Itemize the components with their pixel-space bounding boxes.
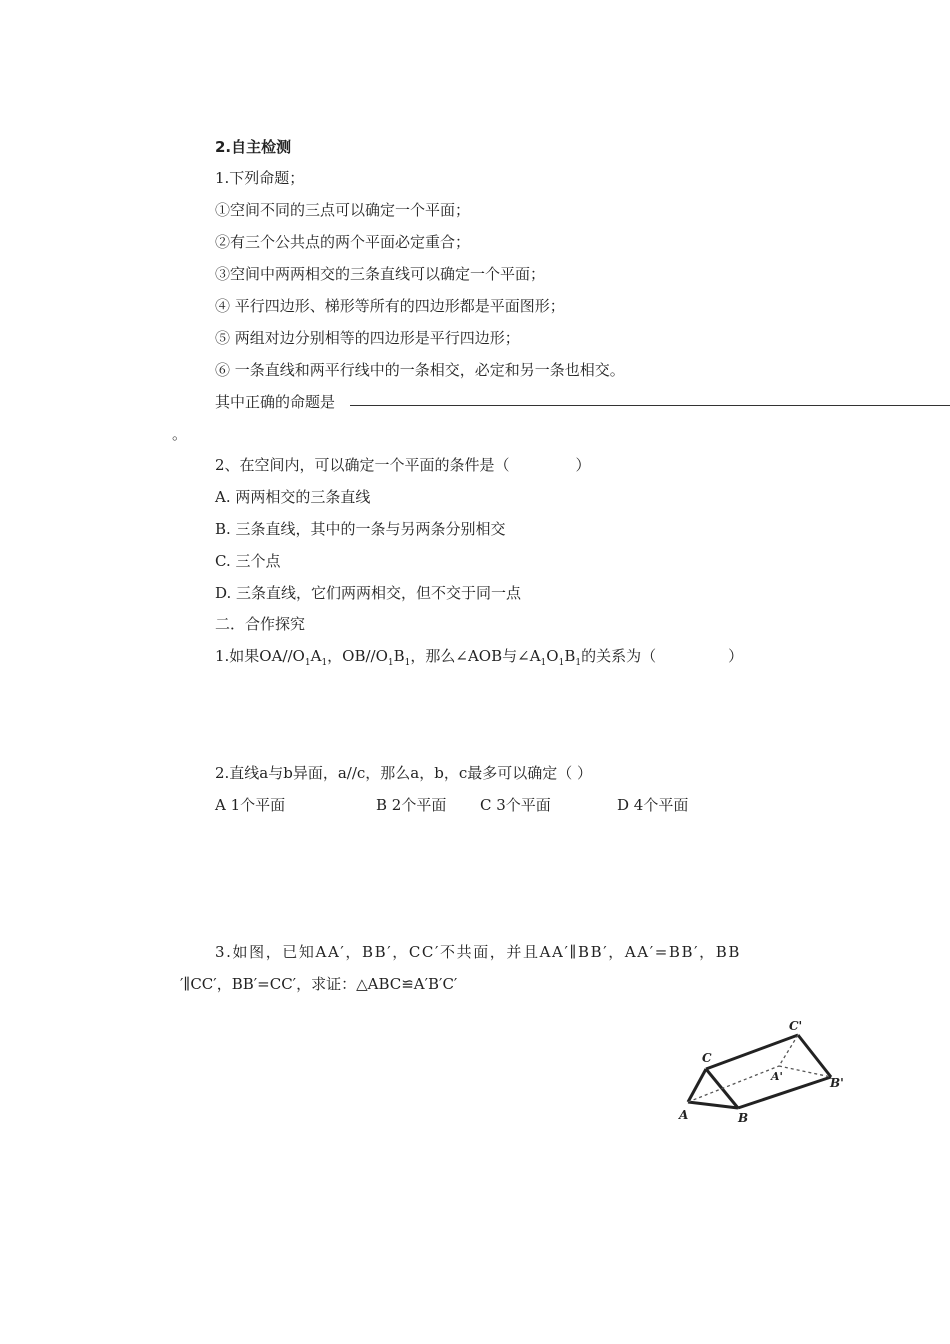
edge-ca bbox=[688, 1069, 706, 1102]
prism-solid-edges bbox=[688, 1035, 831, 1108]
p1-s5: 1 bbox=[540, 658, 547, 668]
prism-figure bbox=[676, 1015, 846, 1125]
q1-item-2: ②有三个公共点的两个平面必定重合； bbox=[215, 233, 471, 251]
q2-stem-close: ） bbox=[575, 456, 591, 474]
p1-s4: 1 bbox=[404, 658, 411, 668]
label-b-prime: B' bbox=[830, 1076, 844, 1090]
p1-t3: ，OB//O bbox=[327, 647, 388, 665]
edge-aa2 bbox=[688, 1066, 779, 1102]
p1-stem bbox=[215, 646, 743, 666]
p1-t4: B bbox=[393, 647, 405, 665]
q1-item-3: ③空间中两两相交的三条直线可以确定一个平面； bbox=[215, 265, 546, 283]
q2-option-a[interactable]: A. 两两相交的三条直线 bbox=[215, 488, 371, 506]
part2-heading: 二．合作探究 bbox=[215, 615, 306, 633]
label-a-prime: A' bbox=[771, 1070, 783, 1083]
p3-line-1: 3.如图，已知AA′，BB′，CC′不共面，并且AA′∥BB′，AA′=BB′，BB bbox=[215, 943, 741, 961]
label-c: C bbox=[702, 1051, 712, 1065]
p1-t9: ） bbox=[728, 647, 744, 665]
edge-ab bbox=[688, 1102, 738, 1108]
p1-s3: 1 bbox=[387, 658, 394, 668]
q1-item-5: ⑤ 两组对边分别相等的四边形是平行四边形； bbox=[215, 329, 520, 347]
q2-stem-text: 2、在空间内，可以确定一个平面的条件是（ bbox=[215, 456, 510, 474]
section-title: 2.自主检测 bbox=[215, 138, 292, 156]
p1-t8: 的关系为（ bbox=[581, 647, 657, 665]
q1-item-6: ⑥ 一条直线和两平行线中的一条相交，必定和另一条也相交。 bbox=[215, 361, 625, 379]
p2-option-b[interactable]: B 2个平面 bbox=[376, 796, 447, 814]
p1-t1: 1.如果OA//O bbox=[215, 647, 305, 665]
p1-t2: A bbox=[310, 647, 322, 665]
p2-option-d[interactable]: D 4个平面 bbox=[617, 796, 689, 814]
p2-stem: 2.直线a与b异面，a//c，那么a，b，c最多可以确定（ ） bbox=[215, 764, 593, 782]
q1-item-1: ①空间不同的三点可以确定一个平面； bbox=[215, 201, 471, 219]
edge-bb2 bbox=[738, 1077, 831, 1108]
p1-s7: 1 bbox=[575, 658, 582, 668]
label-b: B bbox=[738, 1111, 749, 1125]
p1-s6: 1 bbox=[558, 658, 565, 668]
q2-option-d[interactable]: D. 三条直线，它们两两相交，但不交于同一点 bbox=[215, 584, 522, 602]
p2-option-c[interactable]: C 3个平面 bbox=[480, 796, 551, 814]
q2-option-c[interactable]: C. 三个点 bbox=[215, 552, 281, 570]
p1-s2: 1 bbox=[321, 658, 328, 668]
label-c-prime: C' bbox=[789, 1019, 803, 1033]
q2-option-b[interactable]: B. 三条直线，其中的一条与另两条分别相交 bbox=[215, 520, 506, 538]
p3-line-2: ′∥CC′，BB′=CC′，求证：△ABC≌A′B′C′ bbox=[180, 975, 458, 993]
q1-answer-prompt: 其中正确的命题是 bbox=[215, 393, 336, 411]
edge-cc2 bbox=[706, 1035, 798, 1069]
q1-answer-blank[interactable] bbox=[350, 405, 950, 406]
label-a: A bbox=[679, 1108, 689, 1122]
p1-t7: B bbox=[564, 647, 576, 665]
p1-s1: 1 bbox=[304, 658, 311, 668]
q1-trailing-mark: 。 bbox=[172, 425, 188, 443]
p1-t5: ，那么∠AOB与∠A bbox=[410, 647, 541, 665]
p2-option-a[interactable]: A 1个平面 bbox=[215, 796, 286, 814]
q1-item-4: ④ 平行四边形、梯形等所有的四边形都是平面图形； bbox=[215, 297, 565, 315]
q2-stem bbox=[215, 455, 591, 475]
p1-t6: O bbox=[546, 647, 559, 665]
q1-stem: 1.下列命题； bbox=[215, 169, 305, 187]
